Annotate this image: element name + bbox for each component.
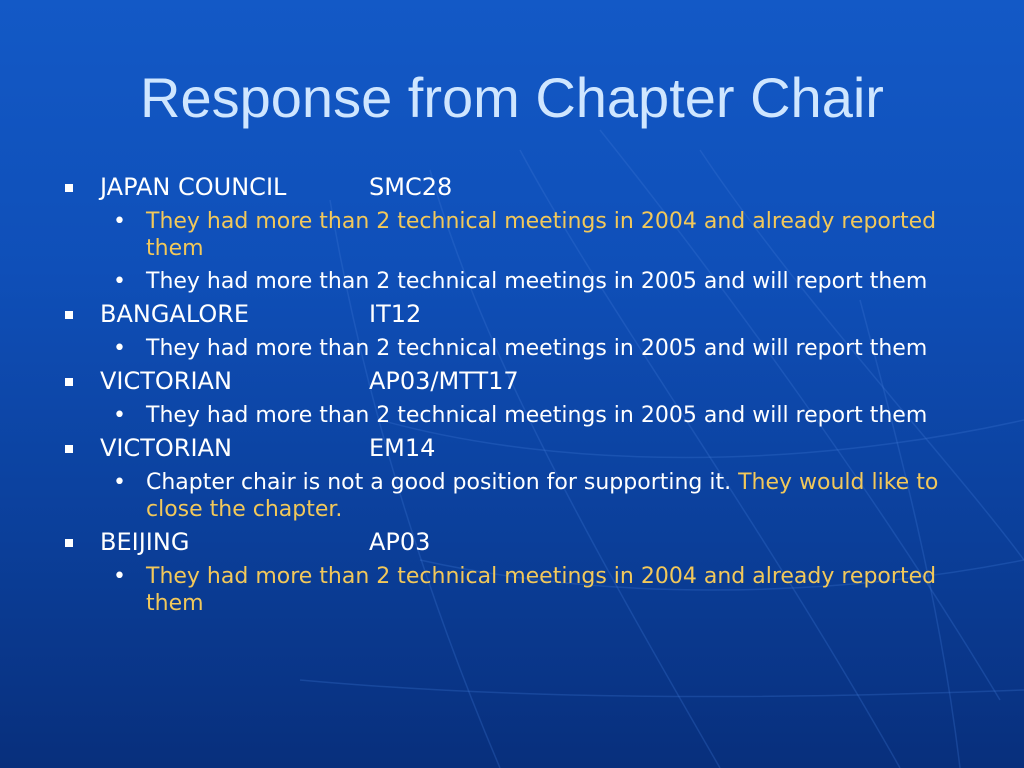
- org-name: BANGALORE: [100, 300, 250, 328]
- chapter-code: EM14: [369, 434, 436, 462]
- sub-text-highlight: They would like to close the chapter.: [146, 470, 939, 522]
- org-name: BEIJING: [100, 528, 190, 556]
- sub-list-item: [113, 469, 982, 523]
- square-bullet-icon: [65, 311, 73, 319]
- org-name: VICTORIAN: [100, 434, 232, 462]
- org-name: JAPAN COUNCIL: [100, 173, 287, 201]
- sub-text: Chapter chair is not a good position for supporting it.: [146, 470, 739, 495]
- square-bullet-icon: [65, 184, 73, 192]
- sub-text: They had more than 2 technical meetings in 2005 and will report them: [146, 336, 928, 361]
- list-item: [62, 299, 982, 329]
- dot-bullet-icon: •: [113, 470, 126, 495]
- sub-text-highlight: They had more than 2 technical meetings in 2004 and already reported them: [146, 209, 937, 261]
- sub-list-item: [113, 208, 982, 262]
- sub-text: They had more than 2 technical meetings in 2005 and will report them: [146, 403, 928, 428]
- dot-bullet-icon: •: [113, 564, 126, 589]
- dot-bullet-icon: •: [113, 209, 126, 234]
- dot-bullet-icon: •: [113, 336, 126, 361]
- dot-bullet-icon: •: [113, 403, 126, 428]
- square-bullet-icon: [65, 378, 73, 386]
- bullet-list: [62, 168, 982, 619]
- square-bullet-icon: [65, 539, 73, 547]
- chapter-code: SMC28: [369, 173, 453, 201]
- list-item: [62, 433, 982, 463]
- sub-list-item: [113, 335, 982, 362]
- list-item: [62, 172, 982, 202]
- sub-list-item: [113, 402, 982, 429]
- chapter-code: IT12: [369, 300, 422, 328]
- dot-bullet-icon: •: [113, 269, 126, 294]
- chapter-code: AP03/MTT17: [369, 367, 519, 395]
- square-bullet-icon: [65, 445, 73, 453]
- org-name: VICTORIAN: [100, 367, 232, 395]
- chapter-code: AP03: [369, 528, 431, 556]
- list-item: [62, 527, 982, 557]
- sub-list-item: [113, 268, 982, 295]
- slide-title: Response from Chapter Chair: [140, 66, 884, 129]
- sub-text-highlight: They had more than 2 technical meetings in 2004 and already reported them: [146, 564, 937, 616]
- sub-list-item: [113, 563, 982, 617]
- sub-text: They had more than 2 technical meetings in 2005 and will report them: [146, 269, 928, 294]
- list-item: [62, 366, 982, 396]
